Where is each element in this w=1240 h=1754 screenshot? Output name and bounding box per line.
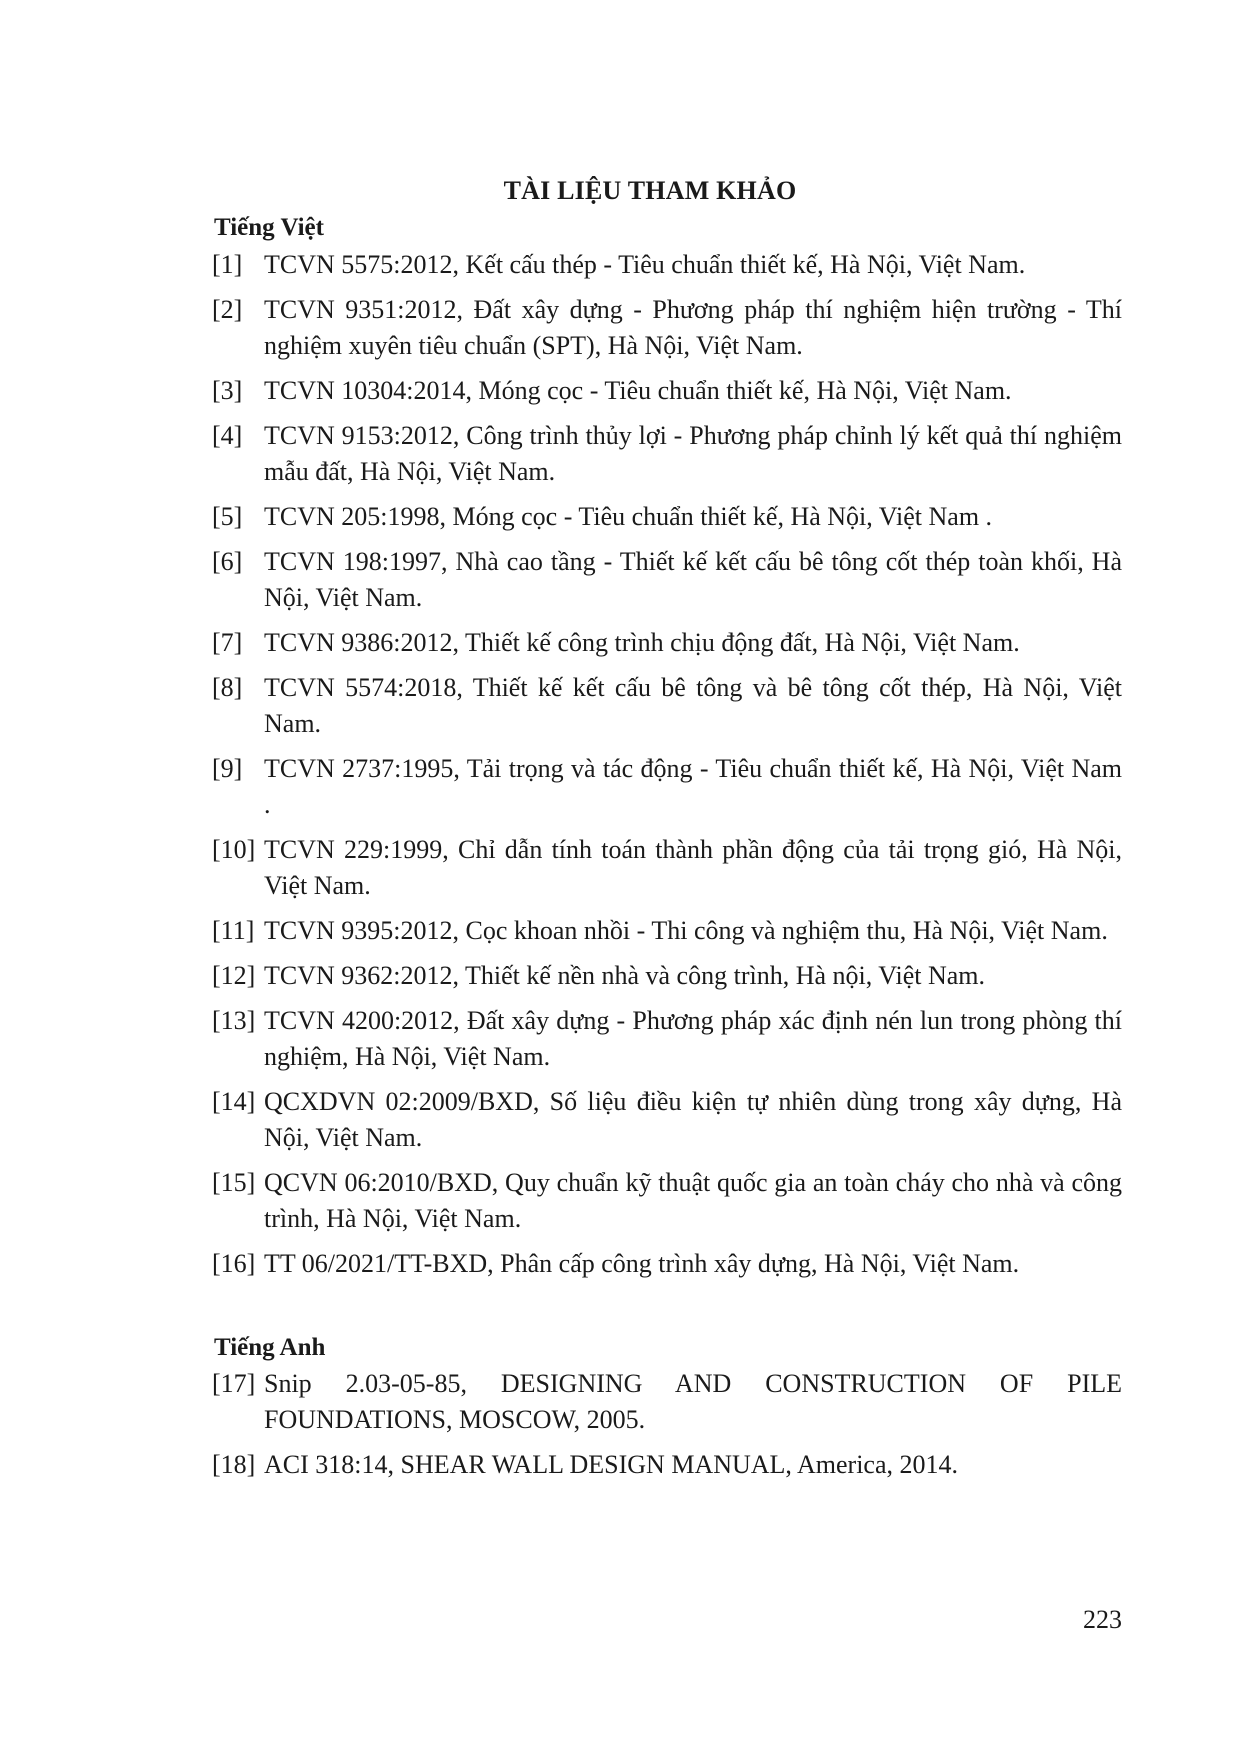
reference-item xyxy=(212,832,1122,904)
reference-item xyxy=(212,1165,1122,1237)
reference-list-english xyxy=(212,1366,1122,1492)
reference-number: [11] xyxy=(212,916,255,945)
reference-number: [1] xyxy=(212,250,243,279)
reference-number: [10] xyxy=(212,835,256,864)
reference-item xyxy=(212,292,1122,364)
reference-text: ACI 318:14, SHEAR WALL DESIGN MANUAL, America, 2014. xyxy=(264,1450,959,1479)
reference-item xyxy=(212,958,1122,994)
reference-item xyxy=(212,1003,1122,1075)
reference-text: TCVN 9386:2012, Thiết kế công trình chịu động đất, Hà Nội, Việt Nam. xyxy=(264,628,1020,657)
reference-text: TCVN 5574:2018, Thiết kế kết cấu bê tông và bê tông cốt thép, Hà Nội, Việt Nam. xyxy=(264,673,1122,738)
reference-item xyxy=(212,1246,1122,1282)
reference-number: [5] xyxy=(212,502,243,531)
reference-number: [4] xyxy=(212,421,243,450)
page-title: TÀI LIỆU THAM KHẢO xyxy=(503,176,797,205)
reference-number: [17] xyxy=(212,1369,256,1398)
reference-number: [16] xyxy=(212,1249,256,1278)
reference-text: TCVN 4200:2012, Đất xây dựng - Phương pháp xác định nén lun trong phòng thí nghiệm, Hà Nội, Việt Nam. xyxy=(264,1006,1122,1071)
reference-number: [18] xyxy=(212,1450,256,1479)
reference-text: TCVN 205:1998, Móng cọc - Tiêu chuẩn thiết kế, Hà Nội, Việt Nam . xyxy=(264,502,993,531)
reference-text: TT 06/2021/TT-BXD, Phân cấp công trình xây dựng, Hà Nội, Việt Nam. xyxy=(264,1249,1020,1278)
reference-item xyxy=(212,1447,1122,1483)
reference-item xyxy=(212,670,1122,742)
reference-item xyxy=(212,373,1122,409)
section-heading-vietnamese: Tiếng Việt xyxy=(214,214,324,241)
reference-text: TCVN 2737:1995, Tải trọng và tác động - Tiêu chuẩn thiết kế, Hà Nội, Việt Nam . xyxy=(264,754,1122,819)
reference-list-vietnamese xyxy=(212,247,1122,1291)
reference-number: [8] xyxy=(212,673,243,702)
reference-number: [6] xyxy=(212,547,243,576)
reference-text: QCVN 06:2010/BXD, Quy chuẩn kỹ thuật quốc gia an toàn cháy cho nhà và công trình, Hà Nội, Việt Nam. xyxy=(264,1168,1122,1233)
reference-number: [12] xyxy=(212,961,256,990)
reference-text: TCVN 9362:2012, Thiết kế nền nhà và công trình, Hà nội, Việt Nam. xyxy=(264,961,986,990)
reference-text: Snip 2.03-05-85, DESIGNING AND CONSTRUCTION OF PILE FOUNDATIONS, MOSCOW, 2005. xyxy=(264,1369,1122,1434)
reference-text: TCVN 9395:2012, Cọc khoan nhồi - Thi công và nghiệm thu, Hà Nội, Việt Nam. xyxy=(264,916,1108,945)
reference-number: [14] xyxy=(212,1087,256,1116)
reference-item xyxy=(212,247,1122,283)
section-heading-english: Tiếng Anh xyxy=(214,1334,326,1361)
reference-text: TCVN 9351:2012, Đất xây dựng - Phương pháp thí nghiệm hiện trường - Thí nghiệm xuyên tiêu chuẩn (SPT), Hà Nội, Việt Nam. xyxy=(264,295,1122,360)
reference-text: TCVN 9153:2012, Công trình thủy lợi - Phương pháp chỉnh lý kết quả thí nghiệm mẫu đất, Hà Nội, Việt Nam. xyxy=(264,421,1122,486)
reference-item xyxy=(212,625,1122,661)
reference-item xyxy=(212,499,1122,535)
reference-number: [13] xyxy=(212,1006,256,1035)
reference-number: [15] xyxy=(212,1168,256,1197)
reference-text: TCVN 198:1997, Nhà cao tầng - Thiết kế kết cấu bê tông cốt thép toàn khối, Hà Nội, Việt Nam. xyxy=(264,547,1122,612)
reference-number: [7] xyxy=(212,628,243,657)
page-number: 223 xyxy=(1083,1605,1122,1634)
reference-text: QCXDVN 02:2009/BXD, Số liệu điều kiện tự nhiên dùng trong xây dựng, Hà Nội, Việt Nam. xyxy=(264,1087,1122,1152)
reference-item xyxy=(212,418,1122,490)
reference-text: TCVN 229:1999, Chỉ dẫn tính toán thành phần động của tải trọng gió, Hà Nội, Việt Nam. xyxy=(264,835,1122,900)
reference-item xyxy=(212,1366,1122,1438)
reference-number: [2] xyxy=(212,295,243,324)
reference-item xyxy=(212,751,1122,823)
reference-number: [3] xyxy=(212,376,243,405)
reference-item xyxy=(212,913,1122,949)
reference-item xyxy=(212,544,1122,616)
reference-text: TCVN 5575:2012, Kết cấu thép - Tiêu chuẩn thiết kế, Hà Nội, Việt Nam. xyxy=(264,250,1026,279)
reference-number: [9] xyxy=(212,754,243,783)
reference-text: TCVN 10304:2014, Móng cọc - Tiêu chuẩn thiết kế, Hà Nội, Việt Nam. xyxy=(264,376,1012,405)
reference-item xyxy=(212,1084,1122,1156)
